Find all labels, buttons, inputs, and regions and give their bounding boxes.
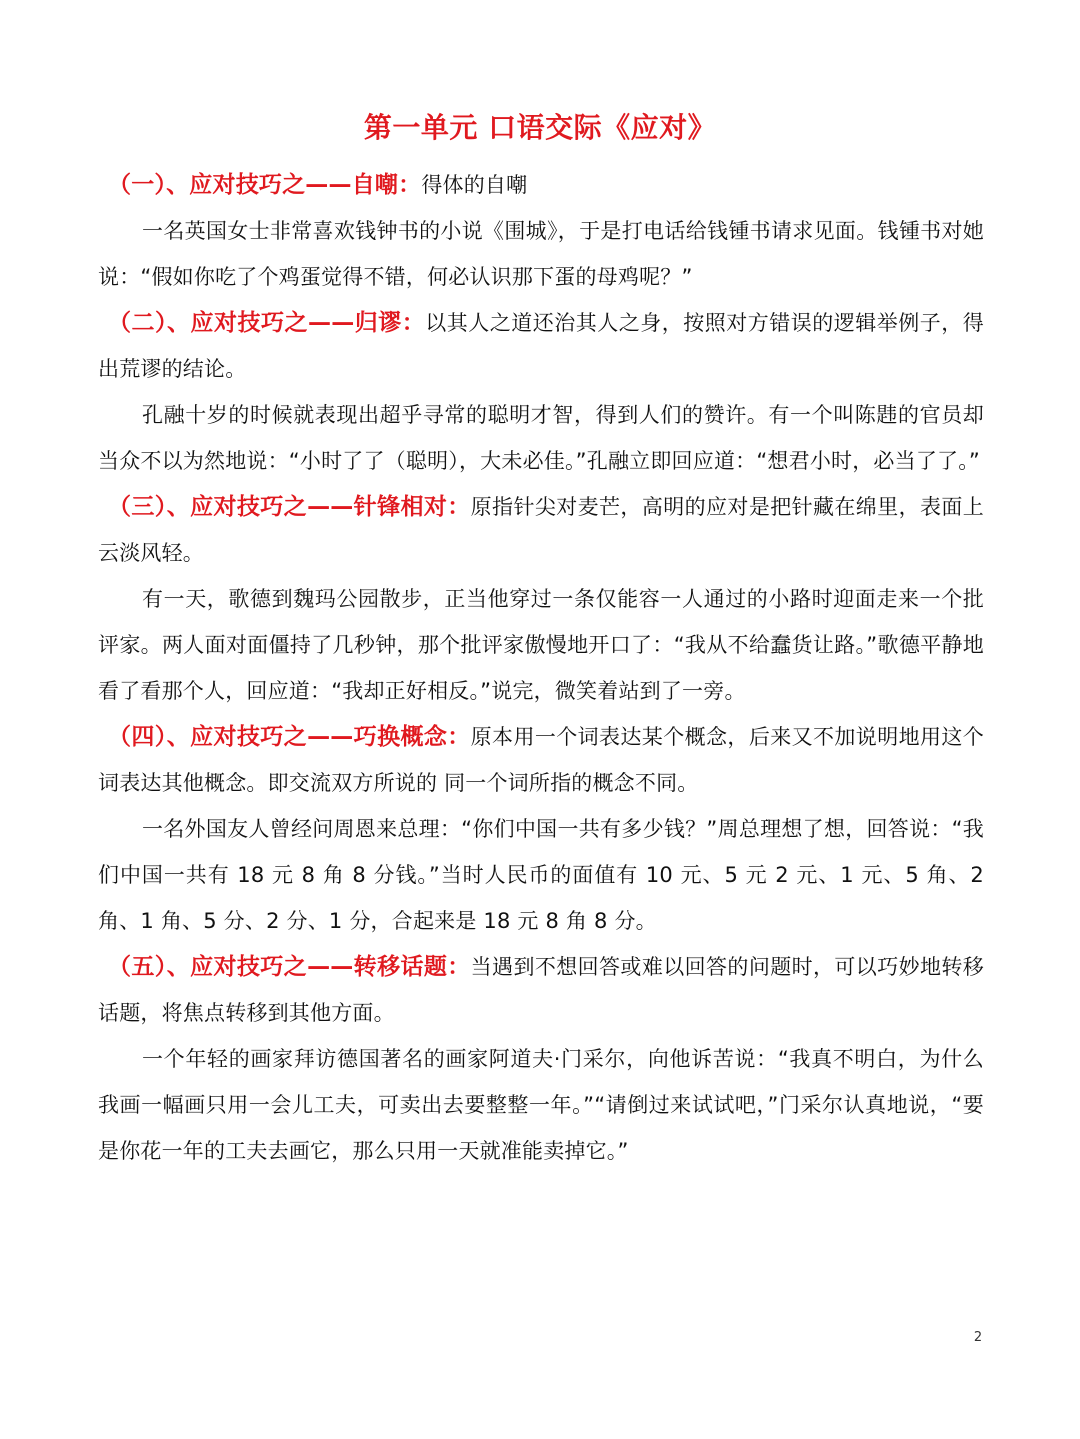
document-content <box>98 162 984 1174</box>
section-heading-paragraph <box>98 300 984 392</box>
section-heading: （四）、应对技巧之——巧换概念： <box>108 724 471 750</box>
page-number: 2 <box>973 1330 983 1345</box>
section-example: 一名外国友人曾经问周恩来总理：“你们中国一共有多少钱？”周总理想了想，回答说：“我们中国一共有 18 元 8 角 8 分钱。”当时人民币的面值有 10 元、5 元 2 元、1 元、5 角、2 角、1 角、5 分、2 分、1 分，合起来是 18 元 8 角 8 分。 <box>98 817 984 933</box>
section-heading-paragraph <box>98 714 984 806</box>
section-2 <box>98 300 984 484</box>
section-heading: （二）、应对技巧之——归谬： <box>108 310 426 336</box>
section-description: 原指针尖对麦芒，高明的应对是把针藏在绵里，表面上云淡风轻。 <box>98 495 984 565</box>
section-heading-paragraph <box>98 944 984 1036</box>
section-heading-paragraph <box>98 484 984 576</box>
section-description: 得体的自嘲 <box>421 173 528 197</box>
section-example: 有一天，歌德到魏玛公园散步，正当他穿过一条仅能容一人通过的小路时迎面走来一个批评家。两人面对面僵持了几秒钟，那个批评家傲慢地开口了：“我从不给蠢货让路。”歌德平静地看了看那个人，回应道：“我却正好相反。”说完，微笑着站到了一旁。 <box>98 587 984 703</box>
section-4 <box>98 714 984 944</box>
section-description: 当遇到不想回答或难以回答的问题时，可以巧妙地转移话题，将焦点转移到其他方面。 <box>98 955 984 1025</box>
section-description: 以其人之道还治其人之身，按照对方错误的逻辑举例子，得出荒谬的结论。 <box>98 311 984 381</box>
section-example: 一名英国女士非常喜欢钱钟书的小说《围城》，于是打电话给钱锺书请求见面。钱锺书对她说：“假如你吃了个鸡蛋觉得不错，何必认识那下蛋的母鸡呢？” <box>98 219 984 289</box>
page-title: 第一单元 口语交际《应对》 <box>363 111 717 144</box>
section-description: 原本用一个词表达某个概念，后来又不加说明地用这个词表达其他概念。即交流双方所说的 同一个词所指的概念不同。 <box>98 725 984 795</box>
section-example: 孔融十岁的时候就表现出超乎寻常的聪明才智，得到人们的赞许。有一个叫陈韪的官员却当众不以为然地说：“小时了了（聪明），大未必佳。”孔融立即回应道：“想君小时，必当了了。” <box>98 403 984 473</box>
section-heading: （一）、应对技巧之——自嘲： <box>108 172 422 198</box>
section-5 <box>98 944 984 1174</box>
section-heading-paragraph <box>98 162 984 208</box>
section-heading: （三）、应对技巧之——针锋相对： <box>108 494 471 520</box>
section-heading: （五）、应对技巧之——转移话题： <box>108 954 471 980</box>
section-3 <box>98 484 984 714</box>
section-example: 一个年轻的画家拜访德国著名的画家阿道夫·门采尔，向他诉苦说：“我真不明白，为什么我画一幅画只用一会儿工夫，可卖出去要整整一年。”“请倒过来试试吧，”门采尔认真地说，“要是你花一年的工夫去画它，那么只用一天就准能卖掉它。” <box>98 1047 984 1163</box>
section-1 <box>98 162 984 300</box>
